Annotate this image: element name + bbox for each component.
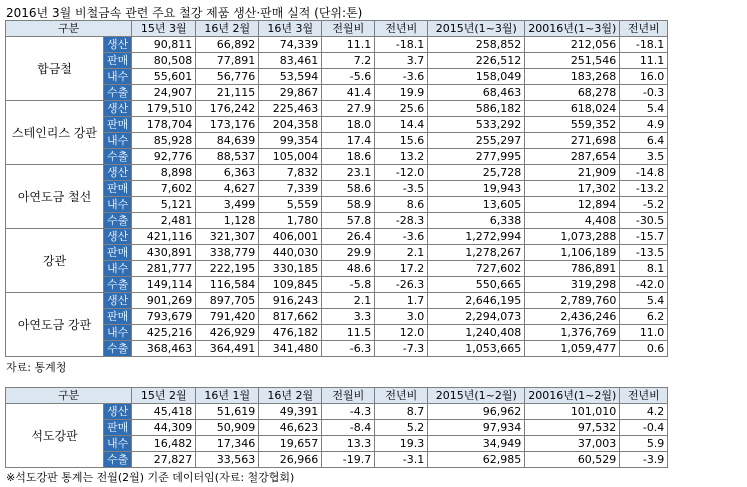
column-header: 20016년(1~2월) — [525, 388, 620, 404]
value-cell: 16,482 — [132, 436, 196, 452]
metric-label: 수출 — [104, 277, 132, 293]
value-cell: 338,779 — [196, 245, 259, 261]
category-label: 아연도금 강판 — [6, 293, 104, 357]
value-cell: -13.5 — [620, 245, 668, 261]
column-header: 20016년(1~3월) — [525, 21, 620, 37]
value-cell: 25.6 — [375, 101, 428, 117]
value-cell: 1,106,189 — [525, 245, 620, 261]
value-cell: 49,391 — [259, 404, 322, 420]
value-cell: 1,376,769 — [525, 325, 620, 341]
production-sales-table — [5, 20, 668, 357]
value-cell: 13.3 — [322, 436, 375, 452]
metric-label: 생산 — [104, 293, 132, 309]
metric-label: 판매 — [104, 309, 132, 325]
value-cell: 793,679 — [132, 309, 196, 325]
value-cell: 11.1 — [620, 53, 668, 69]
value-cell: 178,704 — [132, 117, 196, 133]
value-cell: 6,338 — [428, 213, 525, 229]
metric-label: 내수 — [104, 325, 132, 341]
value-cell: 8.6 — [375, 197, 428, 213]
table-row — [6, 452, 668, 468]
value-cell: 204,358 — [259, 117, 322, 133]
value-cell: 33,563 — [196, 452, 259, 468]
value-cell: -0.4 — [620, 420, 668, 436]
value-cell: 19,657 — [259, 436, 322, 452]
table-row — [6, 101, 668, 117]
value-cell: 5,121 — [132, 197, 196, 213]
table-row — [6, 293, 668, 309]
table-row — [6, 261, 668, 277]
value-cell: 7,602 — [132, 181, 196, 197]
value-cell: 41.4 — [322, 85, 375, 101]
metric-label: 생산 — [104, 37, 132, 53]
value-cell: 116,584 — [196, 277, 259, 293]
value-cell: -3.6 — [375, 229, 428, 245]
value-cell: -30.5 — [620, 213, 668, 229]
value-cell: 17,302 — [525, 181, 620, 197]
value-cell: 183,268 — [525, 69, 620, 85]
value-cell: 7.2 — [322, 53, 375, 69]
value-cell: 99,354 — [259, 133, 322, 149]
value-cell: 281,777 — [132, 261, 196, 277]
table-row — [6, 436, 668, 452]
metric-label: 내수 — [104, 261, 132, 277]
value-cell: 83,461 — [259, 53, 322, 69]
value-cell: 23.1 — [322, 165, 375, 181]
value-cell: -14.8 — [620, 165, 668, 181]
value-cell: 90,811 — [132, 37, 196, 53]
value-cell: 226,512 — [428, 53, 525, 69]
value-cell: 48.6 — [322, 261, 375, 277]
value-cell: 19,943 — [428, 181, 525, 197]
table-row — [6, 181, 668, 197]
value-cell: 222,195 — [196, 261, 259, 277]
footnote: ※석도강판 통계는 전월(2월) 기준 데이터임(자료: 철강협회) — [6, 471, 295, 484]
value-cell: 5.4 — [620, 101, 668, 117]
value-cell: 5.9 — [620, 436, 668, 452]
value-cell: 96,962 — [428, 404, 525, 420]
value-cell: 97,934 — [428, 420, 525, 436]
value-cell: 44,309 — [132, 420, 196, 436]
value-cell: 406,001 — [259, 229, 322, 245]
value-cell: 2.1 — [375, 245, 428, 261]
value-cell: 559,352 — [525, 117, 620, 133]
value-cell: 34,949 — [428, 436, 525, 452]
value-cell: 56,776 — [196, 69, 259, 85]
value-cell: 13,605 — [428, 197, 525, 213]
value-cell: 66,892 — [196, 37, 259, 53]
value-cell: 17,346 — [196, 436, 259, 452]
value-cell: 11.5 — [322, 325, 375, 341]
value-cell: 27.9 — [322, 101, 375, 117]
value-cell: 13.2 — [375, 149, 428, 165]
value-cell: 2,294,073 — [428, 309, 525, 325]
value-cell: -13.2 — [620, 181, 668, 197]
table-row — [6, 245, 668, 261]
value-cell: 19.9 — [375, 85, 428, 101]
column-header: 전년비 — [375, 388, 428, 404]
value-cell: 18.6 — [322, 149, 375, 165]
metric-label: 내수 — [104, 436, 132, 452]
metric-label: 내수 — [104, 69, 132, 85]
value-cell: -26.3 — [375, 277, 428, 293]
value-cell: 6.2 — [620, 309, 668, 325]
value-cell: 7,339 — [259, 181, 322, 197]
value-cell: 1,073,288 — [525, 229, 620, 245]
table-row — [6, 229, 668, 245]
value-cell: 37,003 — [525, 436, 620, 452]
column-header: 2015년(1~3월) — [428, 21, 525, 37]
value-cell: 62,985 — [428, 452, 525, 468]
metric-label: 생산 — [104, 229, 132, 245]
value-cell: 25,728 — [428, 165, 525, 181]
metric-label: 수출 — [104, 341, 132, 357]
value-cell: 11.1 — [322, 37, 375, 53]
metric-label: 수출 — [104, 213, 132, 229]
metric-label: 수출 — [104, 452, 132, 468]
header-row — [6, 388, 668, 404]
category-label: 강관 — [6, 229, 104, 293]
value-cell: -7.3 — [375, 341, 428, 357]
value-cell: 4,627 — [196, 181, 259, 197]
value-cell: 476,182 — [259, 325, 322, 341]
value-cell: -3.6 — [375, 69, 428, 85]
value-cell: -19.7 — [322, 452, 375, 468]
value-cell: 6.4 — [620, 133, 668, 149]
value-cell: 1,059,477 — [525, 341, 620, 357]
value-cell: 4,408 — [525, 213, 620, 229]
source-note: 자료: 통계청 — [6, 361, 67, 374]
value-cell: 586,182 — [428, 101, 525, 117]
value-cell: 101,010 — [525, 404, 620, 420]
value-cell: 1,278,267 — [428, 245, 525, 261]
table-row — [6, 85, 668, 101]
value-cell: -18.1 — [375, 37, 428, 53]
column-header: 구분 — [6, 21, 132, 37]
table-row — [6, 37, 668, 53]
value-cell: 4.9 — [620, 117, 668, 133]
value-cell: 105,004 — [259, 149, 322, 165]
value-cell: 5,559 — [259, 197, 322, 213]
value-cell: 58.6 — [322, 181, 375, 197]
value-cell: 6,363 — [196, 165, 259, 181]
column-header: 전월비 — [322, 388, 375, 404]
value-cell: 3.7 — [375, 53, 428, 69]
value-cell: 1,240,408 — [428, 325, 525, 341]
value-cell: 8.7 — [375, 404, 428, 420]
value-cell: 85,928 — [132, 133, 196, 149]
value-cell: 271,698 — [525, 133, 620, 149]
value-cell: 533,292 — [428, 117, 525, 133]
value-cell: 1,128 — [196, 213, 259, 229]
page-title: 2016년 3월 비철금속 관련 주요 철강 제품 생산·판매 실적 (단위:톤) — [6, 6, 363, 20]
value-cell: 29,867 — [259, 85, 322, 101]
value-cell: 60,529 — [525, 452, 620, 468]
value-cell: 88,537 — [196, 149, 259, 165]
metric-label: 내수 — [104, 197, 132, 213]
value-cell: 2,646,195 — [428, 293, 525, 309]
value-cell: 2,789,760 — [525, 293, 620, 309]
metric-label: 판매 — [104, 117, 132, 133]
value-cell: 27,827 — [132, 452, 196, 468]
value-cell: 1.7 — [375, 293, 428, 309]
metric-label: 판매 — [104, 245, 132, 261]
value-cell: 74,339 — [259, 37, 322, 53]
value-cell: 258,852 — [428, 37, 525, 53]
value-cell: 12,894 — [525, 197, 620, 213]
value-cell: 50,909 — [196, 420, 259, 436]
value-cell: 330,185 — [259, 261, 322, 277]
value-cell: 2,436,246 — [525, 309, 620, 325]
value-cell: -3.5 — [375, 181, 428, 197]
metric-label: 생산 — [104, 165, 132, 181]
value-cell: 51,619 — [196, 404, 259, 420]
value-cell: 14.4 — [375, 117, 428, 133]
value-cell: 7,832 — [259, 165, 322, 181]
value-cell: 26.4 — [322, 229, 375, 245]
value-cell: 426,929 — [196, 325, 259, 341]
category-label: 석도강판 — [6, 404, 104, 468]
value-cell: 2.1 — [322, 293, 375, 309]
value-cell: 17.4 — [322, 133, 375, 149]
column-header: 전년비 — [375, 21, 428, 37]
metric-label: 생산 — [104, 101, 132, 117]
table-row — [6, 133, 668, 149]
column-header: 전년비 — [620, 388, 668, 404]
value-cell: 1,053,665 — [428, 341, 525, 357]
value-cell: 29.9 — [322, 245, 375, 261]
metric-label: 판매 — [104, 181, 132, 197]
value-cell: 16.0 — [620, 69, 668, 85]
value-cell: 786,891 — [525, 261, 620, 277]
value-cell: 149,114 — [132, 277, 196, 293]
value-cell: -5.8 — [322, 277, 375, 293]
value-cell: 319,298 — [525, 277, 620, 293]
value-cell: 3,499 — [196, 197, 259, 213]
table-row — [6, 69, 668, 85]
value-cell: 1,272,994 — [428, 229, 525, 245]
value-cell: 92,776 — [132, 149, 196, 165]
table-row — [6, 420, 668, 436]
value-cell: 55,601 — [132, 69, 196, 85]
value-cell: -5.6 — [322, 69, 375, 85]
value-cell: 8.1 — [620, 261, 668, 277]
value-cell: 440,030 — [259, 245, 322, 261]
metric-label: 판매 — [104, 420, 132, 436]
column-header: 16년 3월 — [259, 21, 322, 37]
value-cell: -15.7 — [620, 229, 668, 245]
value-cell: -18.1 — [620, 37, 668, 53]
value-cell: 15.6 — [375, 133, 428, 149]
value-cell: 80,508 — [132, 53, 196, 69]
value-cell: 21,909 — [525, 165, 620, 181]
table-row — [6, 53, 668, 69]
column-header: 전월비 — [322, 21, 375, 37]
value-cell: 341,480 — [259, 341, 322, 357]
value-cell: -12.0 — [375, 165, 428, 181]
column-header: 16년 2월 — [196, 21, 259, 37]
value-cell: 727,602 — [428, 261, 525, 277]
value-cell: 0.6 — [620, 341, 668, 357]
value-cell: 321,307 — [196, 229, 259, 245]
value-cell: 24,907 — [132, 85, 196, 101]
value-cell: 109,845 — [259, 277, 322, 293]
metric-label: 수출 — [104, 149, 132, 165]
column-header: 15년 2월 — [132, 388, 196, 404]
column-header: 15년 3월 — [132, 21, 196, 37]
table-row — [6, 149, 668, 165]
value-cell: 158,049 — [428, 69, 525, 85]
value-cell: -3.1 — [375, 452, 428, 468]
value-cell: -6.3 — [322, 341, 375, 357]
value-cell: 364,491 — [196, 341, 259, 357]
table-row — [6, 341, 668, 357]
column-header: 2015년(1~2월) — [428, 388, 525, 404]
value-cell: 618,024 — [525, 101, 620, 117]
value-cell: 897,705 — [196, 293, 259, 309]
table-row — [6, 325, 668, 341]
value-cell: 277,995 — [428, 149, 525, 165]
header-row — [6, 21, 668, 37]
value-cell: 255,297 — [428, 133, 525, 149]
value-cell: 176,242 — [196, 101, 259, 117]
value-cell: 3.5 — [620, 149, 668, 165]
metric-label: 내수 — [104, 133, 132, 149]
table-row — [6, 277, 668, 293]
metric-label: 판매 — [104, 53, 132, 69]
value-cell: 901,269 — [132, 293, 196, 309]
value-cell: 21,115 — [196, 85, 259, 101]
column-header: 전년비 — [620, 21, 668, 37]
value-cell: -28.3 — [375, 213, 428, 229]
value-cell: -42.0 — [620, 277, 668, 293]
value-cell: 26,966 — [259, 452, 322, 468]
table-row — [6, 309, 668, 325]
value-cell: 11.0 — [620, 325, 668, 341]
value-cell: 179,510 — [132, 101, 196, 117]
value-cell: 287,654 — [525, 149, 620, 165]
metric-label: 생산 — [104, 404, 132, 420]
value-cell: 2,481 — [132, 213, 196, 229]
column-header: 구분 — [6, 388, 132, 404]
table-row — [6, 165, 668, 181]
value-cell: 3.3 — [322, 309, 375, 325]
value-cell: 225,463 — [259, 101, 322, 117]
value-cell: 5.4 — [620, 293, 668, 309]
value-cell: 46,623 — [259, 420, 322, 436]
metric-label: 수출 — [104, 85, 132, 101]
value-cell: 430,891 — [132, 245, 196, 261]
value-cell: 17.2 — [375, 261, 428, 277]
column-header: 16년 1월 — [196, 388, 259, 404]
value-cell: 12.0 — [375, 325, 428, 341]
table-row — [6, 213, 668, 229]
value-cell: 421,116 — [132, 229, 196, 245]
value-cell: 3.0 — [375, 309, 428, 325]
value-cell: 791,420 — [196, 309, 259, 325]
value-cell: 68,463 — [428, 85, 525, 101]
value-cell: 19.3 — [375, 436, 428, 452]
value-cell: 916,243 — [259, 293, 322, 309]
value-cell: -8.4 — [322, 420, 375, 436]
value-cell: 5.2 — [375, 420, 428, 436]
value-cell: 4.2 — [620, 404, 668, 420]
value-cell: 53,594 — [259, 69, 322, 85]
value-cell: 77,891 — [196, 53, 259, 69]
value-cell: 425,216 — [132, 325, 196, 341]
value-cell: 97,532 — [525, 420, 620, 436]
category-label: 아연도금 철선 — [6, 165, 104, 229]
tinplate-table — [5, 387, 668, 468]
value-cell: 57.8 — [322, 213, 375, 229]
value-cell: 817,662 — [259, 309, 322, 325]
value-cell: 368,463 — [132, 341, 196, 357]
value-cell: 173,176 — [196, 117, 259, 133]
value-cell: 45,418 — [132, 404, 196, 420]
value-cell: 8,898 — [132, 165, 196, 181]
category-label: 스테인리스 강판 — [6, 101, 104, 165]
value-cell: 84,639 — [196, 133, 259, 149]
value-cell: -3.9 — [620, 452, 668, 468]
table-row — [6, 117, 668, 133]
column-header: 16년 2월 — [259, 388, 322, 404]
category-label: 합금철 — [6, 37, 104, 101]
value-cell: 18.0 — [322, 117, 375, 133]
table-row — [6, 197, 668, 213]
table-row — [6, 404, 668, 420]
value-cell: -0.3 — [620, 85, 668, 101]
value-cell: -4.3 — [322, 404, 375, 420]
value-cell: 251,546 — [525, 53, 620, 69]
value-cell: 212,056 — [525, 37, 620, 53]
value-cell: 68,278 — [525, 85, 620, 101]
value-cell: 1,780 — [259, 213, 322, 229]
value-cell: -5.2 — [620, 197, 668, 213]
value-cell: 58.9 — [322, 197, 375, 213]
value-cell: 550,665 — [428, 277, 525, 293]
